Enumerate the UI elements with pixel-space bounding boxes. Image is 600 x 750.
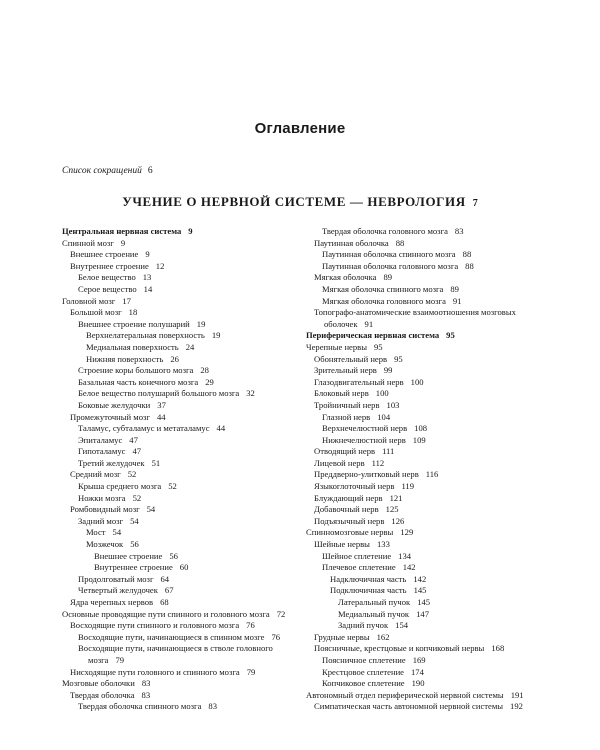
- toc-entry[interactable]: [306, 562, 546, 574]
- entry-text: Мозговые оболочки: [62, 678, 135, 689]
- entry-page: 54: [146, 504, 156, 515]
- entry-page: 76: [271, 631, 281, 642]
- entry-text: Внешнее строение: [70, 249, 139, 260]
- entry-text: Лицевой нерв: [314, 457, 365, 468]
- entry-page: 52: [168, 481, 177, 492]
- entry-text: Большой мозг: [70, 307, 122, 318]
- entry-page: 12: [155, 260, 165, 271]
- toc-entry[interactable]: [62, 632, 302, 644]
- entry-text: Восходящие пути, начинающиеся в спинном мозге: [78, 631, 265, 642]
- entry-page: 76: [246, 620, 255, 631]
- toc-entry[interactable]: [62, 400, 302, 412]
- toc-entry[interactable]: [306, 504, 546, 516]
- toc-entry[interactable]: [306, 446, 546, 458]
- entry-text: Подключичная часть: [330, 585, 407, 596]
- toc-entry[interactable]: [62, 481, 302, 493]
- entry-page: 52: [127, 469, 137, 480]
- entry-page: 52: [132, 492, 142, 503]
- entry-text: Нисходящие пути головного и спинного мозга: [70, 666, 240, 677]
- entry-page: 192: [510, 701, 523, 712]
- toc-entry[interactable]: [62, 238, 302, 250]
- entry-text: Ножки мозга: [78, 492, 126, 503]
- entry-text: Симпатическая часть автономной нервной системы: [314, 701, 504, 712]
- entry-page: 28: [200, 365, 209, 376]
- entry-page: 103: [386, 399, 400, 410]
- toc-entry[interactable]: [306, 296, 546, 308]
- toc-entry[interactable]: [62, 412, 302, 424]
- entry-text: Спинномозговые нервы: [306, 527, 394, 538]
- entry-text: Гипоталамус: [78, 446, 126, 457]
- toc-entry[interactable]: [62, 551, 302, 563]
- toc-entry[interactable]: [62, 585, 302, 597]
- toc-entry[interactable]: [62, 620, 302, 632]
- toc-entry[interactable]: [62, 377, 302, 389]
- toc-entry[interactable]: [62, 597, 302, 609]
- entry-page: 26: [170, 353, 179, 364]
- entry-text: Тройничный нерв: [314, 399, 380, 410]
- entry-page: 104: [377, 411, 391, 422]
- entry-text: Нижнечелюстной нерв: [322, 434, 406, 445]
- entry-page: 88: [395, 237, 405, 248]
- entry-page: 147: [416, 608, 429, 619]
- entry-page: 17: [122, 295, 131, 306]
- toc-entry[interactable]: [62, 354, 302, 366]
- entry-text: Периферическая нервная система: [306, 330, 440, 341]
- page-title: Оглавление: [254, 120, 346, 137]
- entry-text: Задний мозг: [78, 515, 124, 526]
- entry-page: 174: [411, 666, 424, 677]
- entry-page: 72: [276, 608, 286, 619]
- entry-page: 191: [510, 689, 524, 700]
- entry-page: 99: [383, 365, 393, 376]
- entry-page: 9: [145, 249, 150, 260]
- toc-entry[interactable]: [62, 342, 302, 354]
- toc-entry[interactable]: [306, 458, 546, 470]
- part-title: УЧЕНИЕ О НЕРВНОЙ СИСТЕМЕ — НЕВРОЛОГИЯ: [122, 194, 466, 209]
- entry-page: 83: [141, 689, 151, 700]
- entry-text: Мягкая оболочка спинного мозга: [322, 283, 444, 294]
- entry-text: Внутреннее строение: [94, 562, 173, 573]
- entry-page: 13: [142, 272, 152, 283]
- entry-page: 83: [454, 226, 464, 236]
- toc-entry[interactable]: [306, 597, 546, 609]
- toc-entry[interactable]: [306, 493, 546, 505]
- entry-text: Черепные нервы: [306, 341, 367, 352]
- entry-page: 112: [371, 457, 385, 468]
- entry-text: Внешнее строение: [94, 550, 163, 561]
- entry-page: 126: [391, 515, 405, 526]
- toc-entry[interactable]: [306, 574, 546, 586]
- toc-entry[interactable]: [62, 272, 302, 284]
- entry-text: Внешнее строение полушарий: [78, 318, 190, 329]
- entry-text: Глазодвигательный нерв: [314, 376, 404, 387]
- entry-text: Блоковый нерв: [314, 388, 369, 399]
- entry-text: Таламус, субталамус и метаталамус: [78, 423, 210, 434]
- entry-text: Третий желудочек: [78, 457, 145, 468]
- toc-entry[interactable]: [306, 539, 546, 551]
- entry-page: 56: [169, 550, 178, 561]
- entry-text: Четвертый желудочек: [78, 585, 158, 596]
- entry-page: 56: [130, 539, 139, 550]
- entry-text: Боковые желудочки: [78, 399, 151, 410]
- part-page: 7: [472, 198, 478, 209]
- toc-entry[interactable]: [306, 585, 546, 597]
- toc-entry[interactable]: [62, 435, 302, 447]
- entry-text: Добавочный нерв: [314, 504, 379, 515]
- toc-entry[interactable]: [62, 527, 302, 539]
- toc-entry[interactable]: [62, 307, 302, 319]
- entry-text: Мозжечок: [86, 539, 124, 550]
- entry-text: Основные проводящие пути спинного и головного мозга: [62, 608, 270, 619]
- entry-page: 142: [413, 573, 427, 584]
- entry-text: Копчиковое сплетение: [322, 678, 405, 689]
- toc-entry[interactable]: [62, 319, 302, 331]
- toc-entry[interactable]: [62, 504, 302, 516]
- entry-text: Надключичная часть: [330, 573, 407, 584]
- entry-text: Внутреннее строение: [70, 260, 149, 271]
- entry-page: 47: [132, 446, 142, 457]
- entry-text: Мягкая оболочка головного мозга: [322, 295, 446, 306]
- entry-page: 154: [395, 620, 409, 631]
- toc-entry[interactable]: [306, 481, 546, 493]
- entry-text: Латеральный пучок: [338, 597, 411, 607]
- entry-page: 47: [129, 434, 138, 445]
- toc-entry[interactable]: [306, 272, 546, 284]
- toc-entry[interactable]: [62, 516, 302, 528]
- entry-page: 9: [120, 237, 126, 248]
- entry-page: 29: [205, 376, 214, 387]
- entry-text: Базальная часть конечного мозга: [78, 376, 199, 387]
- entry-page: 190: [411, 678, 425, 689]
- entry-text: Крестцовое сплетение: [322, 666, 404, 677]
- toc-entry[interactable]: [306, 667, 546, 679]
- toc-entry[interactable]: [306, 690, 546, 702]
- entry-text: Паутинная оболочка головного мозга: [322, 260, 459, 271]
- entry-page: 88: [465, 260, 474, 271]
- toc-entry[interactable]: [306, 388, 546, 400]
- entry-text: Мост: [86, 527, 106, 538]
- entry-text: Белое вещество полушарий большого мозга: [78, 388, 240, 399]
- entry-text: Плечевое сплетение: [322, 562, 396, 573]
- entry-text: Верхнелатеральная поверхность: [86, 330, 205, 341]
- entry-page: 119: [401, 481, 415, 492]
- toc-entry[interactable]: [306, 354, 546, 366]
- entry-text: Языкоглоточный нерв: [314, 481, 395, 492]
- entry-text: Отводящий нерв: [314, 446, 376, 457]
- entry-text: Задний пучок: [338, 620, 389, 631]
- entry-page: 109: [412, 434, 426, 445]
- toc-entry[interactable]: [62, 249, 302, 261]
- entry-page: 44: [156, 411, 166, 422]
- entry-page: 44: [216, 423, 226, 434]
- entry-page: 79: [115, 654, 125, 665]
- entry-page: 134: [398, 550, 412, 561]
- entry-page: 91: [364, 318, 374, 329]
- toc-entry[interactable]: [306, 527, 546, 539]
- entry-page: 54: [112, 527, 122, 538]
- entry-page: 64: [160, 573, 170, 584]
- entry-page: 37: [157, 399, 166, 410]
- entry-text: Средний мозг: [70, 469, 121, 480]
- toc-entry[interactable]: [306, 469, 546, 481]
- entry-page: 95: [394, 353, 403, 364]
- toc-entry[interactable]: [62, 226, 302, 238]
- toc-entry[interactable]: [306, 377, 546, 389]
- entry-page: 24: [185, 341, 195, 352]
- entry-page: 95: [374, 341, 383, 352]
- entry-page: 125: [385, 504, 399, 515]
- entry-page: 100: [375, 388, 389, 399]
- entry-text: Эпиталамус: [78, 434, 123, 445]
- entry-page: 116: [425, 469, 439, 480]
- entry-page: 100: [410, 376, 424, 387]
- entry-text: Продолговатый мозг: [78, 573, 154, 584]
- toc-entry[interactable]: [62, 469, 302, 481]
- entry-text: Глазной нерв: [322, 411, 371, 422]
- toc-entry[interactable]: [62, 446, 302, 458]
- entry-text: Восходящие пути, начинающиеся в стволе головного мозга: [78, 643, 273, 665]
- entry-text: Список сокращений: [62, 166, 142, 176]
- toc-entry[interactable]: [62, 667, 302, 679]
- entry-page: 14: [143, 283, 153, 294]
- entry-page: 83: [208, 701, 217, 712]
- toc-entry[interactable]: [62, 690, 302, 702]
- entry-page: 54: [130, 515, 139, 526]
- toc-column-left: [62, 226, 302, 713]
- entry-text: Паутинная оболочка: [314, 237, 389, 248]
- entry-page: 9: [188, 226, 193, 236]
- toc-entry[interactable]: [62, 365, 302, 377]
- toc-entry[interactable]: [62, 539, 302, 551]
- toc-entry[interactable]: [62, 562, 302, 574]
- toc-entry[interactable]: [306, 423, 546, 435]
- toc-entry[interactable]: [306, 655, 546, 667]
- entry-text: Обонятельный нерв: [314, 353, 388, 364]
- toc-entry[interactable]: [306, 701, 546, 713]
- toc-entry[interactable]: [306, 249, 546, 261]
- toc-entry[interactable]: [62, 261, 302, 273]
- entry-page: 19: [211, 330, 221, 341]
- toc-entry[interactable]: [62, 493, 302, 505]
- entry-page: 133: [376, 539, 390, 550]
- entry-text: Подъязычный нерв: [314, 515, 385, 526]
- entry-page: 145: [417, 597, 431, 607]
- toc-entry[interactable]: [306, 632, 546, 644]
- entry-page: 169: [412, 654, 426, 665]
- toc-entry[interactable]: [306, 412, 546, 424]
- toc-entry[interactable]: [62, 284, 302, 296]
- entry-text: Крыша среднего мозга: [78, 481, 162, 492]
- entry-page: 51: [151, 457, 161, 468]
- toc-entry[interactable]: [62, 296, 302, 308]
- toc-entry[interactable]: [306, 620, 546, 632]
- toc-entry-abbreviations[interactable]: [62, 166, 153, 176]
- toc-entry[interactable]: [306, 643, 546, 655]
- entry-text: Преддверно-улитковый нерв: [314, 469, 419, 480]
- toc-entry[interactable]: [306, 400, 546, 412]
- entry-text: Твердая оболочка: [70, 689, 135, 700]
- entry-text: Блуждающий нерв: [314, 492, 383, 503]
- entry-text: Строение коры большого мозга: [78, 365, 194, 376]
- toc-entry[interactable]: [306, 342, 546, 354]
- entry-text: Поясничные, крестцовые и копчиковый нервы: [314, 643, 485, 654]
- toc-entry[interactable]: [62, 701, 302, 713]
- entry-text: Шейные нервы: [314, 539, 370, 550]
- entry-page: 121: [389, 492, 403, 503]
- toc-entry[interactable]: [306, 307, 546, 330]
- toc-entry[interactable]: [306, 226, 546, 238]
- entry-page: 67: [164, 585, 174, 596]
- toc-entry[interactable]: [306, 365, 546, 377]
- toc-entry[interactable]: [306, 516, 546, 528]
- entry-text: Спинной мозг: [62, 237, 114, 248]
- entry-text: Поясничное сплетение: [322, 654, 406, 665]
- entry-page: 129: [400, 527, 414, 538]
- entry-text: Верхнечелюстной нерв: [322, 423, 408, 434]
- entry-text: Медиальная поверхность: [86, 341, 179, 352]
- entry-text: Шейное сплетение: [322, 550, 392, 561]
- entry-page: 168: [491, 643, 505, 654]
- part-heading[interactable]: [0, 194, 600, 210]
- entry-text: Ядра черепных нервов: [70, 597, 154, 607]
- toc-entry[interactable]: [306, 551, 546, 563]
- entry-page: 60: [179, 562, 189, 573]
- entry-text: Белое вещество: [78, 272, 136, 283]
- entry-page: 18: [128, 307, 138, 318]
- entry-page: 88: [462, 249, 472, 260]
- entry-page: 68: [160, 597, 169, 607]
- entry-page: 111: [382, 446, 395, 457]
- entry-text: Автономный отдел периферической нервной системы: [306, 689, 504, 700]
- toc-entry[interactable]: [306, 678, 546, 690]
- toc-entry[interactable]: [306, 238, 546, 250]
- entry-page: 162: [376, 631, 390, 642]
- toc-entry[interactable]: [62, 678, 302, 690]
- entry-page: 89: [383, 272, 393, 283]
- toc-entry[interactable]: [306, 261, 546, 273]
- entry-page: 32: [246, 388, 255, 399]
- entry-text: Серое вещество: [78, 283, 137, 294]
- toc-entry[interactable]: [306, 284, 546, 296]
- entry-text: Грудные нервы: [314, 631, 370, 642]
- toc-column-right: [306, 226, 546, 713]
- entry-text: Паутинная оболочка спинного мозга: [322, 249, 456, 260]
- toc-entry[interactable]: [62, 609, 302, 621]
- toc-entry[interactable]: [62, 423, 302, 435]
- entry-page: 95: [446, 330, 455, 341]
- entry-text: Восходящие пути спинного и головного мозга: [70, 620, 240, 631]
- entry-text: Мягкая оболочка: [314, 272, 377, 283]
- entry-text: Топографо-анатомические взаимоотношения мозговых оболочек: [314, 307, 516, 329]
- entry-page: 79: [246, 666, 256, 677]
- toc-entry[interactable]: [62, 388, 302, 400]
- entry-text: Ромбовидный мозг: [70, 504, 140, 515]
- entry-text: Центральная нервная система: [62, 226, 182, 236]
- entry-page: 91: [452, 295, 462, 306]
- toc-entry[interactable]: [306, 435, 546, 447]
- toc-entry[interactable]: [62, 330, 302, 342]
- entry-text: Твердая оболочка головного мозга: [322, 226, 448, 236]
- toc-entry[interactable]: [62, 574, 302, 586]
- entry-page: 83: [141, 678, 151, 689]
- toc-entry[interactable]: [62, 643, 302, 666]
- toc-entry[interactable]: [306, 330, 546, 342]
- entry-page: 145: [413, 585, 427, 596]
- toc-entry[interactable]: [306, 609, 546, 621]
- entry-page: 6: [147, 166, 153, 176]
- entry-text: Промежуточный мозг: [70, 411, 150, 422]
- entry-text: Зрительный нерв: [314, 365, 377, 376]
- entry-text: Медиальный пучок: [338, 608, 410, 619]
- entry-text: Нижняя поверхность: [86, 353, 164, 364]
- entry-text: Твердая оболочка спинного мозга: [78, 701, 202, 712]
- entry-text: Головной мозг: [62, 295, 116, 306]
- entry-page: 142: [402, 562, 416, 573]
- entry-page: 108: [414, 423, 428, 434]
- toc-entry[interactable]: [62, 458, 302, 470]
- entry-page: 19: [196, 318, 206, 329]
- entry-page: 89: [450, 283, 459, 294]
